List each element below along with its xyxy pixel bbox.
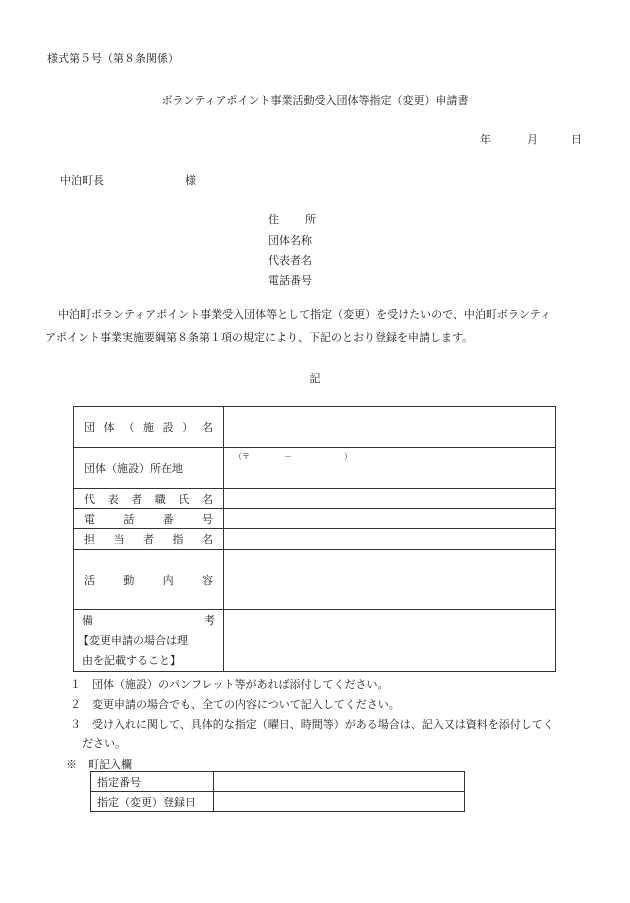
- activity-label: 活 動 内 容: [74, 550, 224, 610]
- addressee-honorific: 様: [185, 174, 196, 187]
- date-day-label: 日: [571, 133, 582, 146]
- body-text-line-2: アポイント事業実施要綱第８条第１項の規定により、下記のとおり登録を申請します。: [45, 331, 474, 344]
- note-1: １ 団体（施設）のパンフレット等があれば添付してください。: [70, 678, 389, 691]
- contact-field[interactable]: [224, 529, 556, 550]
- addressee-name: 中泊町長: [60, 174, 104, 187]
- org-name-label: 団 体 （ 施 設 ） 名: [74, 407, 224, 448]
- body-text-line-1: 中泊町ボランティアポイント事業受入団体等として指定（変更）を受けたいので、中泊町ボランティ: [58, 308, 552, 321]
- phone-label: 電 話 番 号: [74, 509, 224, 529]
- table-row: [74, 610, 556, 672]
- registration-date-field[interactable]: [214, 792, 465, 812]
- activity-field[interactable]: [224, 550, 556, 610]
- rep-name-label: 代 表 者 職 氏 名: [74, 489, 224, 509]
- table-row: [74, 509, 556, 529]
- org-name-field[interactable]: [224, 407, 556, 448]
- remarks-field[interactable]: [224, 610, 556, 672]
- applicant-address-label: 住 所: [268, 213, 316, 226]
- designation-number-field[interactable]: [214, 772, 465, 792]
- document-title: ボランティアポイント事業活動受入団体等指定（変更）申請書: [161, 94, 469, 107]
- table-row: [74, 448, 556, 489]
- applicant-org-name-label: 団体名称: [268, 234, 312, 247]
- table-row: [74, 529, 556, 550]
- table-row: [74, 489, 556, 509]
- table-row: [91, 772, 465, 792]
- town-section-label: ※ 町記入欄: [66, 758, 132, 771]
- town-use-table: [90, 771, 465, 812]
- form-number: 様式第５号（第８条関係）: [47, 52, 179, 65]
- note-3-continued: ださい。: [82, 737, 126, 750]
- note-3: ３ 受け入れに関して、具体的な指定（曜日、時間等）がある場合は、記入又は資料を添付してく: [70, 718, 554, 731]
- applicant-representative-label: 代表者名: [268, 254, 312, 267]
- ki-heading: 記: [309, 372, 321, 385]
- table-row: [91, 792, 465, 812]
- designation-number-label: 指定番号: [91, 772, 214, 792]
- registration-date-label: 指定（変更）登録日: [91, 792, 214, 812]
- address-label: 団体（施設）所在地: [74, 448, 224, 489]
- remarks-label: 備 考 【変更申請の場合は理 由を記載すること】: [74, 610, 224, 672]
- phone-field[interactable]: [224, 509, 556, 529]
- application-table: [73, 406, 556, 672]
- address-field[interactable]: （〒 － ）: [224, 448, 556, 489]
- applicant-phone-label: 電話番号: [268, 274, 312, 287]
- contact-label: 担 当 者 指 名: [74, 529, 224, 550]
- date-month-label: 月: [527, 133, 538, 146]
- table-row: [74, 550, 556, 610]
- date-year-label: 年: [480, 133, 491, 146]
- rep-name-field[interactable]: [224, 489, 556, 509]
- table-row: [74, 407, 556, 448]
- note-2: ２ 変更申請の場合でも、全ての内容について記入してください。: [70, 698, 400, 711]
